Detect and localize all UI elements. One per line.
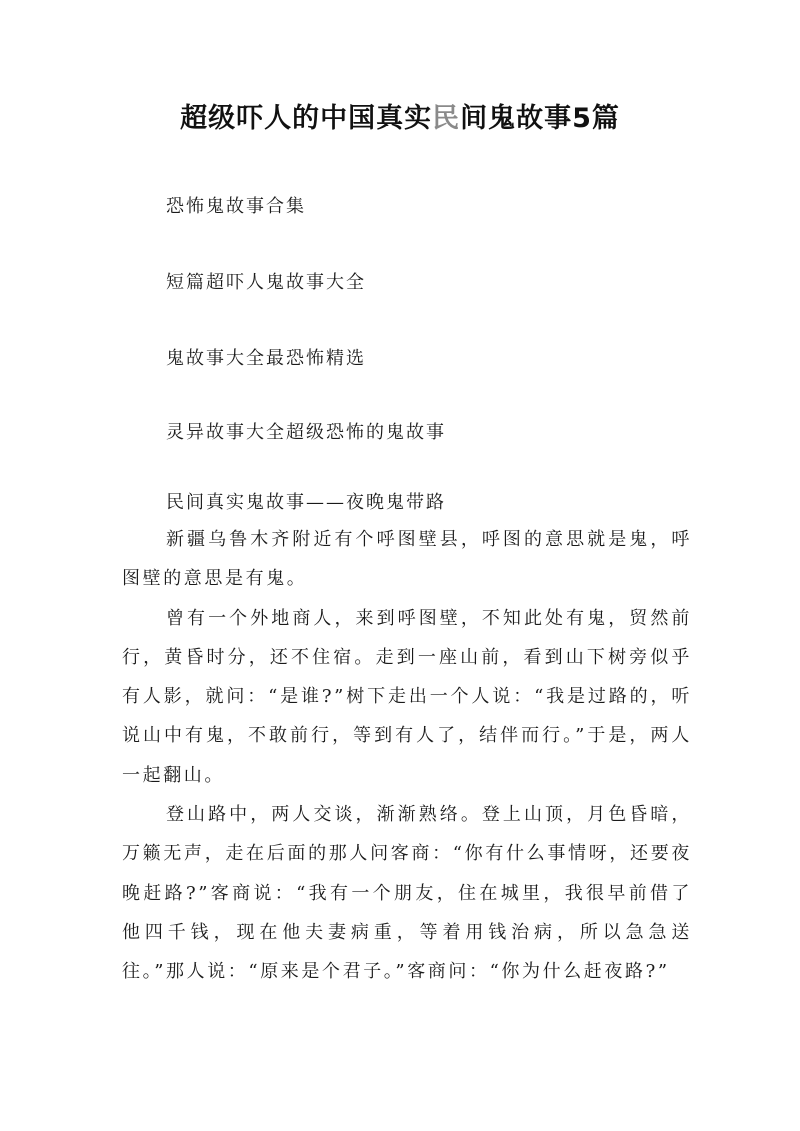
list-item: 短篇超吓人鬼故事大全 [166, 272, 366, 293]
list-item: 恐怖鬼故事合集 [166, 196, 306, 217]
story-body [122, 520, 692, 992]
title-part-1: 超级吓人的中国真实 [180, 103, 433, 134]
story-subheading: 民间真实鬼故事——夜晚鬼带路 [166, 492, 446, 513]
title-part-2: 间鬼故事5篇 [460, 103, 620, 134]
list-item: 灵异故事大全超级恐怖的鬼故事 [166, 422, 446, 443]
title-faded-char: 民 [432, 103, 461, 134]
paragraph: 新疆乌鲁木齐附近有个呼图壁县，呼图的意思就是鬼，呼图壁的意思是有鬼。 [122, 529, 692, 590]
paragraph: 登山路中，两人交谈，渐渐熟络。登上山顶，月色昏暗，万籁无声，走在后面的那人问客商：“你有什么事情呀，还要夜晚赶路?”客商说：“我有一个朋友，住在城里，我很早前借了他四千钱，现在他夫妻病重，等着用钱治病，所以急急送往。”那人说：“原来是个君子。”客商问：“你为什么赶夜路?” [122, 804, 692, 983]
list-item: 鬼故事大全最恐怖精选 [166, 348, 366, 369]
paragraph: 曾有一个外地商人，来到呼图壁，不知此处有鬼，贸然前行，黄昏时分，还不住宿。走到一座山前，看到山下树旁似乎有人影，就问：“是谁?”树下走出一个人说：“我是过路的，听说山中有鬼，不敢前行，等到有人了，结伴而行。”于是，两人一起翻山。 [122, 607, 692, 786]
document-title [0, 96, 800, 135]
